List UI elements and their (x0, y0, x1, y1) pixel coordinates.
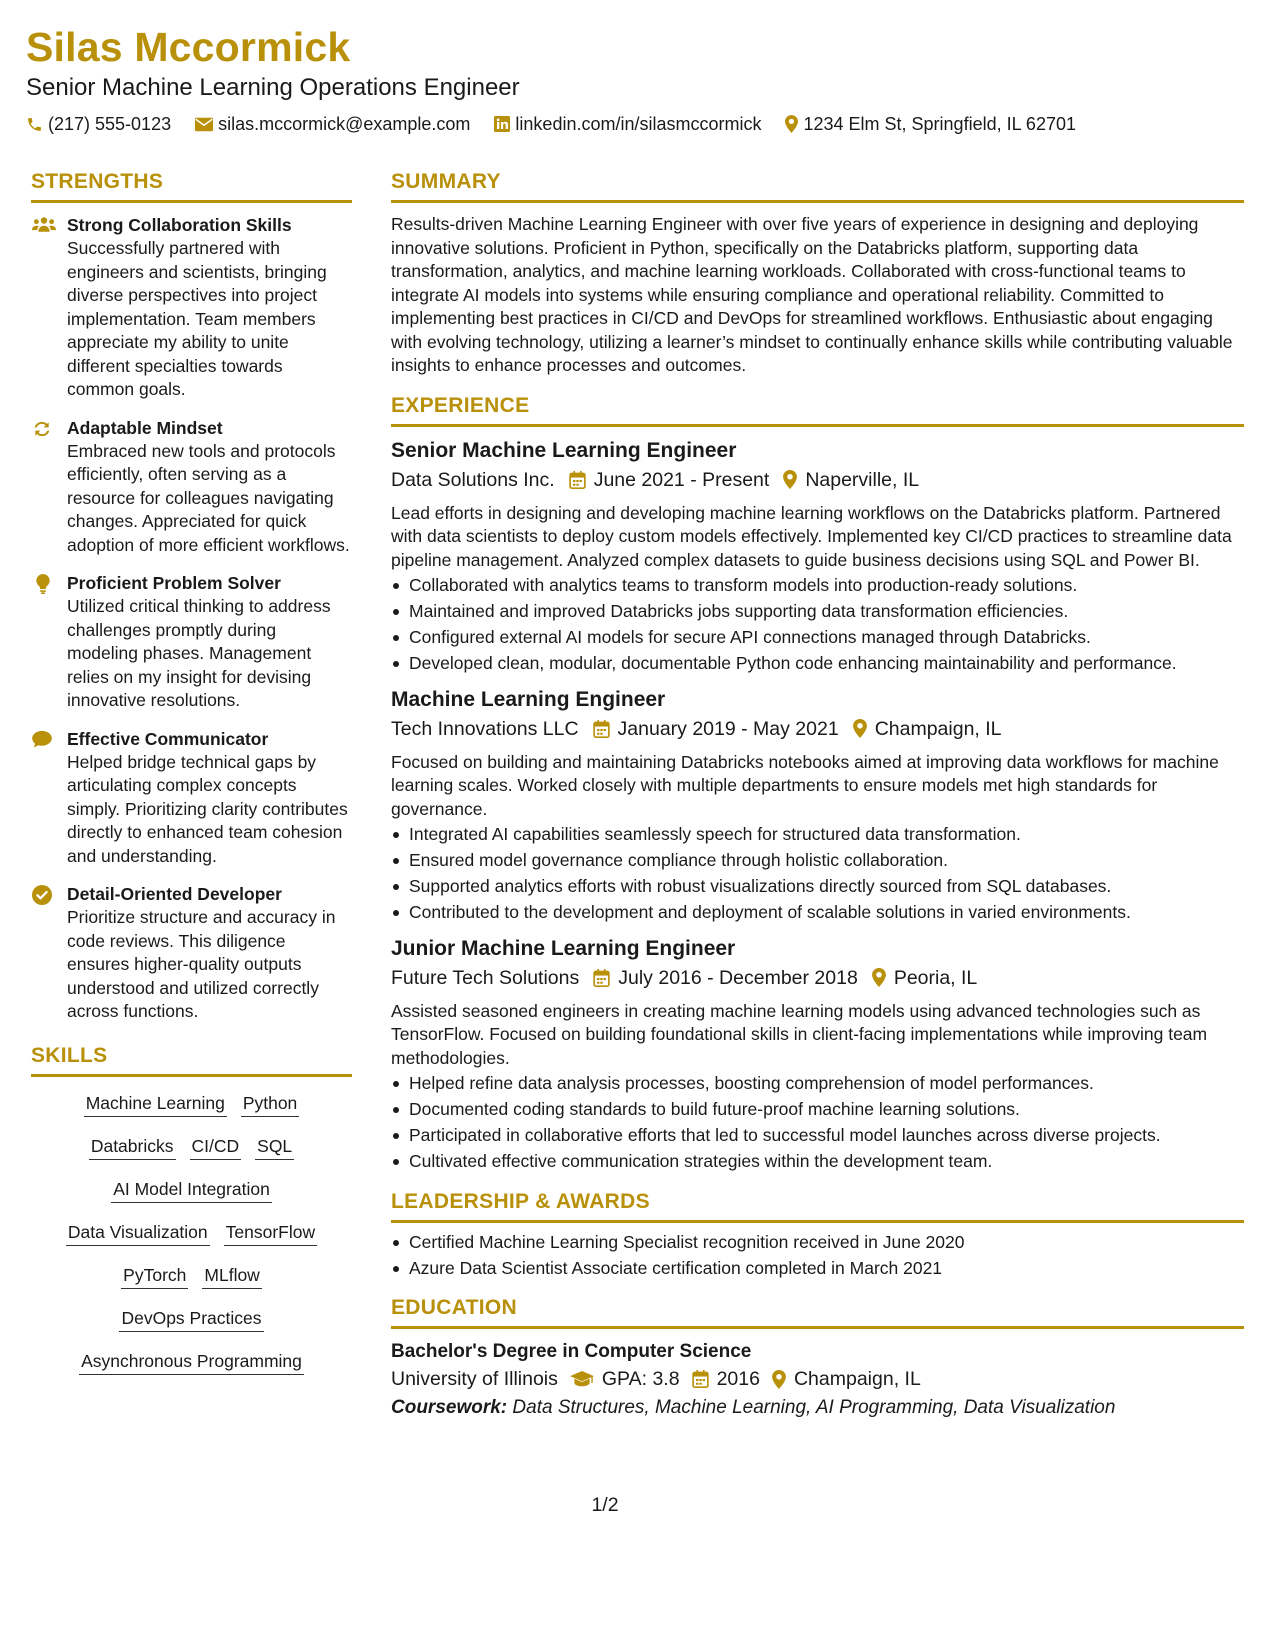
phone-icon (26, 116, 43, 133)
bullet-item: Contributed to the development and deployment of scalable solutions in varied environments. (391, 901, 1244, 925)
contact-linkedin[interactable] (494, 112, 761, 136)
job-entry (391, 437, 1244, 676)
strength-item (31, 882, 352, 1024)
job-meta (391, 964, 1244, 992)
skills-heading: SKILLS (31, 1042, 352, 1077)
contact-phone (26, 112, 171, 136)
job-location-text: Naperville, IL (805, 468, 920, 491)
education-school: University of Illinois (391, 1368, 558, 1390)
job-description: Assisted seasoned engineers in creating machine learning models using advanced technologies such as TensorFlow. Focused on building foundational skills in client-facing implementations while improving team methodologies. (391, 1000, 1208, 1068)
page-number: 1/2 (591, 1494, 619, 1516)
leadership-heading: LEADERSHIP & AWARDS (391, 1188, 1244, 1223)
users-icon (32, 216, 56, 233)
calendar-icon (569, 471, 586, 489)
candidate-name: Silas Mccormick (26, 24, 351, 70)
contact-email[interactable] (195, 112, 470, 136)
job-company: Tech Innovations LLC (391, 717, 579, 740)
map-pin-icon (783, 470, 797, 489)
job-meta (391, 715, 1244, 743)
phone-text: (217) 555-0123 (48, 114, 172, 134)
education-degree: Bachelor's Degree in Computer Science (391, 1341, 752, 1362)
experience-heading: EXPERIENCE (391, 392, 1244, 427)
job-meta (391, 466, 1244, 494)
skill-tag: CI/CD (190, 1134, 242, 1160)
linkedin-icon (494, 116, 510, 132)
job-title: Senior Machine Learning Engineer (391, 438, 737, 462)
job-entry (391, 935, 1244, 1174)
bullet-item: Documented coding standards to build future-proof machine learning solutions. (391, 1098, 1244, 1122)
strength-title: Effective Communicator (67, 728, 269, 749)
bullet-item: Helped refine data analysis processes, boosting comprehension of model performances. (391, 1072, 1244, 1096)
job-bullets (391, 574, 1244, 676)
summary-text: Results-driven Machine Learning Engineer with over five years of experience in designing and deploying innovative solutions. Proficient in Python, specifically on the Databricks platform, supporting data transformation, analytics, and machine learning workloads. Collaborated with cross-functional teams to integrate AI models into systems while ensuring compliance and operational reliability. Committed to implementing best practices in CI/CD and DevOps for streamlined workflows. Enthusiastic about engaging with evolving technology, utilizing a learner’s mindset to continually enhance skills while contributing valuable insights to enhance processes and outcomes. (391, 214, 1233, 375)
left-column (31, 168, 352, 1392)
skill-tag: Python (241, 1091, 299, 1117)
strengths-heading: STRENGTHS (31, 168, 352, 203)
address-text: 1234 Elm St, Springfield, IL 62701 (803, 114, 1076, 134)
job-dates (593, 964, 858, 992)
strength-title: Detail-Oriented Developer (67, 884, 282, 904)
skill-row (35, 1220, 348, 1246)
skill-tag: TensorFlow (224, 1220, 317, 1246)
education-meta (391, 1365, 1244, 1393)
check-circle-icon (32, 885, 52, 905)
email-text[interactable]: silas.mccormick@example.com (218, 114, 471, 134)
skill-row (35, 1349, 348, 1375)
skill-tag: MLflow (202, 1263, 261, 1289)
job-location-text: Peoria, IL (893, 966, 978, 989)
map-pin-icon (853, 719, 867, 738)
skill-row (35, 1263, 348, 1289)
skill-tag: SQL (255, 1134, 294, 1160)
award-item: Azure Data Scientist Associate certification completed in March 2021 (391, 1257, 1244, 1281)
education-year (692, 1365, 760, 1393)
linkedin-text[interactable]: linkedin.com/in/silasmccormick (515, 114, 762, 134)
strength-description: Helped bridge technical gaps by articulating complex concepts simply. Prioritizing clarity contributes directly to enhanced team cohesion and understanding. (67, 751, 348, 866)
contact-bar (26, 112, 1246, 136)
coursework-text: Data Structures, Machine Learning, AI Programming, Data Visualization (512, 1397, 1116, 1418)
map-pin-icon (785, 115, 798, 133)
skills-list (31, 1091, 352, 1375)
job-description: Lead efforts in designing and developing machine learning workflows on the Databricks platform. Partnered with data scientists to deploy custom models effectively. Implemented key CI/CD practices to streamline data pipeline management. Analyzed complex datasets to guide business decisions using SQL and Power BI. (391, 502, 1232, 570)
job-company: Data Solutions Inc. (391, 468, 555, 491)
skill-tag: Databricks (89, 1134, 176, 1160)
education-location (772, 1365, 921, 1393)
graduation-cap-icon (570, 1371, 594, 1388)
speech-bubble-icon (32, 730, 52, 748)
envelope-icon (195, 117, 213, 132)
bullet-item: Integrated AI capabilities seamlessly speech for structured data transformation. (391, 823, 1244, 847)
bullet-item: Configured external AI models for secure API connections managed through Databricks. (391, 626, 1244, 650)
refresh-icon (32, 419, 52, 439)
summary-heading: SUMMARY (391, 168, 1244, 203)
job-title: Machine Learning Engineer (391, 687, 666, 711)
skill-tag: AI Model Integration (111, 1177, 272, 1203)
skill-tag: DevOps Practices (119, 1306, 263, 1332)
strength-description: Utilized critical thinking to address challenges promptly during modeling phases. Management relies on my insight for devising innovative resolutions. (67, 596, 331, 710)
strength-item (31, 416, 352, 558)
strength-item (31, 571, 352, 713)
award-item: Certified Machine Learning Specialist recognition received in June 2020 (391, 1231, 1244, 1255)
skill-row (35, 1091, 348, 1117)
education-heading: EDUCATION (391, 1294, 1244, 1329)
strength-title: Strong Collaboration Skills (67, 215, 292, 235)
job-dates (569, 466, 770, 494)
job-location (872, 964, 977, 992)
map-pin-icon (772, 1370, 786, 1389)
bullet-item: Maintained and improved Databricks jobs supporting data transformation efficiencies. (391, 600, 1244, 624)
strength-item (31, 213, 352, 402)
map-pin-icon (872, 968, 886, 987)
job-location (853, 715, 1002, 743)
skill-row (35, 1177, 348, 1203)
job-bullets (391, 823, 1244, 925)
job-dates (593, 715, 839, 743)
strength-description: Successfully partnered with engineers and scientists, bringing diverse perspectives into project implementation. Team members appreciate my ability to unite different specialties towards common goals. (67, 238, 327, 399)
job-dates-text: July 2016 - December 2018 (618, 966, 858, 989)
contact-address (785, 112, 1076, 136)
calendar-icon (593, 720, 610, 738)
bullet-item: Supported analytics efforts with robust visualizations directly sourced from SQL databases. (391, 875, 1244, 899)
strength-title: Proficient Problem Solver (67, 573, 281, 593)
lightbulb-icon (36, 574, 50, 594)
bullet-item: Developed clean, modular, documentable Python code enhancing maintainability and performance. (391, 652, 1244, 676)
candidate-headline: Senior Machine Learning Operations Engineer (26, 74, 520, 101)
job-company: Future Tech Solutions (391, 966, 580, 989)
bullet-item: Ensured model governance compliance through holistic collaboration. (391, 849, 1244, 873)
skill-tag: Asynchronous Programming (79, 1349, 304, 1375)
job-location (783, 466, 919, 494)
education-year-text: 2016 (716, 1368, 760, 1390)
job-location-text: Champaign, IL (874, 717, 1002, 740)
strengths-list (31, 213, 352, 1024)
right-column (391, 168, 1244, 1421)
education-gpa (570, 1365, 680, 1393)
skill-tag: PyTorch (121, 1263, 188, 1289)
strength-item (31, 727, 352, 869)
job-title: Junior Machine Learning Engineer (391, 936, 736, 960)
leadership-list (391, 1231, 1244, 1281)
education-coursework (391, 1395, 1244, 1421)
calendar-icon (593, 969, 610, 987)
job-bullets (391, 1072, 1244, 1174)
calendar-icon (692, 1370, 709, 1388)
education-gpa-text: GPA: 3.8 (601, 1368, 680, 1390)
strength-description: Prioritize structure and accuracy in code reviews. This diligence ensures higher-quality outputs understood and utilized correctly across functions. (67, 907, 336, 1021)
coursework-label: Coursework: (391, 1397, 508, 1418)
bullet-item: Participated in collaborative efforts that led to successful model launches across diverse projects. (391, 1124, 1244, 1148)
education-location-text: Champaign, IL (793, 1368, 921, 1390)
skill-tag: Data Visualization (66, 1220, 210, 1246)
bullet-item: Cultivated effective communication strategies within the development team. (391, 1150, 1244, 1174)
skill-row (35, 1306, 348, 1332)
strength-description: Embraced new tools and protocols efficiently, often serving as a resource for colleagues navigating changes. Appreciated for quick adoption of more efficient workflows. (67, 440, 350, 555)
skill-tag: Machine Learning (84, 1091, 227, 1117)
job-entry (391, 686, 1244, 925)
job-dates-text: June 2021 - Present (593, 468, 770, 491)
job-dates-text: January 2019 - May 2021 (617, 717, 839, 740)
bullet-item: Collaborated with analytics teams to transform models into production-ready solutions. (391, 574, 1244, 598)
strength-title: Adaptable Mindset (67, 417, 223, 438)
job-description: Focused on building and maintaining Databricks notebooks aimed at improving data workflows for machine learning scales. Worked closely with multiple departments to ensure models met high standards for governance. (391, 751, 1219, 819)
resume-header (26, 22, 1246, 136)
skill-row (35, 1134, 348, 1160)
